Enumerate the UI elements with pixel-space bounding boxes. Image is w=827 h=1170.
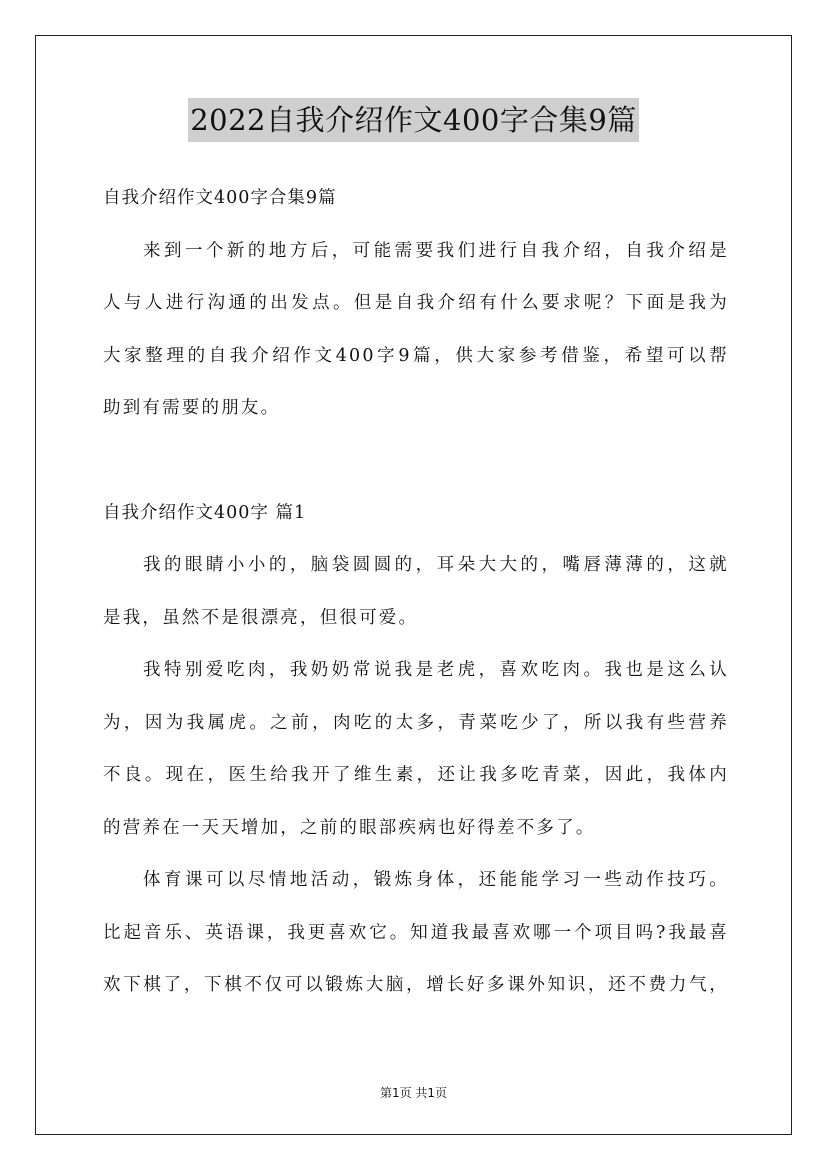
- paragraph-line: 我的眼睛小小的，脑袋圆圆的，耳朵大大的，嘴唇薄薄的，这就: [143, 555, 729, 575]
- paragraph-line: 欢下棋了，下棋不仅可以锻炼大脑，增长好多课外知识，还不费力气，: [103, 975, 729, 995]
- title-container: [0, 98, 827, 142]
- paragraph-line: 我特别爱吃肉，我奶奶常说我是老虎，喜欢吃肉。我也是这么认: [143, 660, 729, 680]
- paragraph-line: 是我，虽然不是很漂亮，但很可爱。: [103, 607, 419, 628]
- paragraph-line: 为，因为我属虎。之前，肉吃的太多，青菜吃少了，所以我有些营养: [103, 712, 729, 733]
- paragraph-line: 的营养在一天天增加，之前的眼部疾病也好得差不多了。: [103, 817, 596, 838]
- paragraph-line: 不良。现在，医生给我开了维生素，还让我多吃青菜，因此，我体内: [103, 765, 729, 785]
- document-title: 2022自我介绍作文400字合集9篇: [188, 98, 639, 142]
- paragraph-line: 比起音乐、英语课，我更喜欢它。知道我最喜欢哪一个项目吗?我最喜: [103, 922, 729, 943]
- intro-line: 人与人进行沟通的出发点。但是自我介绍有什么要求呢？下面是我为: [103, 293, 729, 313]
- document-body: [103, 172, 729, 1012]
- paragraph-gap: [103, 435, 729, 487]
- page-number-footer: 第1页 共1页: [379, 1086, 448, 1100]
- paragraph-line: 体育课可以尽情地活动，锻炼身体，还能能学习一些动作技巧。: [143, 870, 729, 890]
- intro-line: 助到有需要的朋友。: [103, 398, 281, 418]
- intro-line: 来到一个新的地方后，可能需要我们进行自我介绍，自我介绍是: [143, 240, 729, 261]
- document-subtitle: 自我介绍作文400字合集9篇: [103, 188, 337, 208]
- intro-line: 大家整理的自我介绍作文400字9篇，供大家参考借鉴，希望可以帮: [103, 345, 729, 366]
- section-heading: 自我介绍作文400字 篇1: [103, 502, 307, 523]
